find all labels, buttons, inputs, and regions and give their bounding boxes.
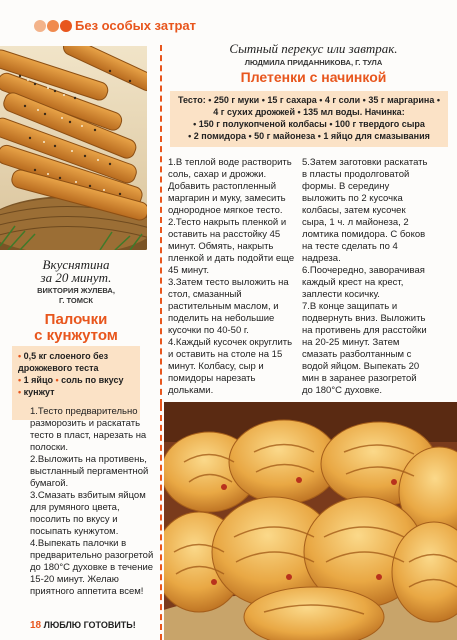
ingredients-line: • 150 г полукопченой колбасы • 100 г твердого сыра — [193, 119, 425, 129]
step-text: 3.Затем тесто выложить на стол, смазанный растительным маслом, и поделить на небольшие кусочки по 40-50 г. — [168, 277, 289, 336]
step-text: 4.Каждый кусочек округлить и оставить на столе на 15 минут. Колбасу, сыр и помидоры нарезать дольками. — [168, 337, 293, 396]
left-tagline — [0, 258, 152, 284]
header-dot-icon — [34, 20, 46, 32]
braided-buns-photo — [164, 402, 457, 640]
list-item — [18, 374, 136, 386]
page-number: 18 — [30, 620, 42, 631]
step-text: 6.Поочередно, заворачивая каждый крест на крест, заплести косичку. — [302, 265, 425, 300]
author-city: Г. ТОМСК — [59, 296, 93, 305]
tagline-line: Вкуснятина — [42, 257, 110, 272]
ingredients-line: Тесто: • 250 г муки • 15 г сахара • 4 г соли • 35 г маргарина • 4 г сухих дрожжей • 135 мл воды. Начинка: — [177, 95, 441, 117]
bullet-icon: • — [55, 375, 62, 385]
step-text: 3.Смазать взбитым яйцом для румяного цвета, посолить по вкусу и посыпать кунжутом. — [30, 490, 146, 537]
bullet-icon: • — [18, 375, 24, 385]
ingredient-text: 1 яйцо — [23, 375, 53, 385]
left-column — [0, 250, 152, 640]
right-author: ЛЮДМИЛА ПРИДАННИКОВА, Г. ТУЛА — [244, 58, 383, 67]
ingredients-list — [18, 350, 136, 398]
right-recipe-title: Плетенки с начинкой — [240, 69, 387, 85]
list-item — [18, 386, 136, 398]
step-text: 5.Затем заготовки раскатать в пласты продолговатой формы. В середину выложить по 2 кусочка колбасы, затем кусочек сыра, 1 ч. л майонеза, 2 ломтика помидора. С боков на тесте сделать по 4 надреза. — [302, 157, 428, 264]
column-divider — [160, 45, 162, 405]
right-ingredients-box — [170, 91, 448, 147]
right-steps-column-2 — [302, 157, 430, 397]
bullet-icon: • — [18, 387, 24, 397]
step-text: 7.В конце защипать и подвернуть вниз. Выложить на противень для расстойки на 20-25 минут. Затем смазать разболтанным с водой яйцом. Выпекать 20 мин в заранее разогретой до 180°С духовке. — [302, 301, 427, 396]
ingredient-text: 0,5 кг слоеного без дрожжевого теста — [18, 351, 109, 373]
left-steps — [30, 406, 154, 598]
step-text: 1.В теплой воде растворить соль, сахар и дрожжи. Добавить растопленный маргарин и муку, замесить однородное мягкое тесто. — [168, 157, 292, 216]
list-item — [18, 350, 136, 374]
ingredients-line: • 2 помидора • 50 г майонеза • 1 яйцо для смазывания — [188, 131, 430, 141]
right-subtitle: Сытный перекус или завтрак. — [229, 41, 398, 56]
left-recipe-title — [0, 312, 152, 344]
section-title: Без особых затрат — [75, 18, 196, 33]
page-folio — [30, 620, 136, 631]
author-name: ВИКТОРИЯ ЖУЛЕВА, — [37, 286, 115, 295]
section-header — [0, 16, 457, 38]
tagline-line: за 20 минут. — [40, 270, 112, 285]
left-author — [0, 286, 152, 306]
magazine-name: ЛЮБЛЮ ГОТОВИТЬ! — [43, 620, 136, 630]
title-line: Палочки — [44, 311, 108, 328]
step-text: 2.Тесто накрыть пленкой и оставить на расстойку 45 минут. Обмять, накрыть пленкой и дать подойти еще 45 минут. — [168, 217, 295, 276]
sesame-sticks-photo — [0, 46, 147, 250]
right-steps-column-1 — [168, 157, 296, 397]
ingredient-text: соль по вкусу — [61, 375, 124, 385]
title-line: с кунжутом — [34, 327, 118, 344]
ingredient-text: кунжут — [23, 387, 55, 397]
header-dot-icon — [47, 20, 59, 32]
header-dot-icon — [60, 20, 72, 32]
column-divider — [160, 405, 162, 640]
step-text: 2.Выложить на противень, выстланный пергаментной бумагой. — [30, 454, 149, 489]
bullet-icon: • — [18, 351, 24, 361]
step-text: 1.Тесто предварительно разморозить и раскатать тесто в пласт, нарезать на полоски. — [30, 406, 147, 453]
step-text: 4.Выпекать палочки в предварительно разогретой до 180°С духовке в течение 15-20 минут. Желаю приятного аппетита всем! — [30, 538, 154, 597]
